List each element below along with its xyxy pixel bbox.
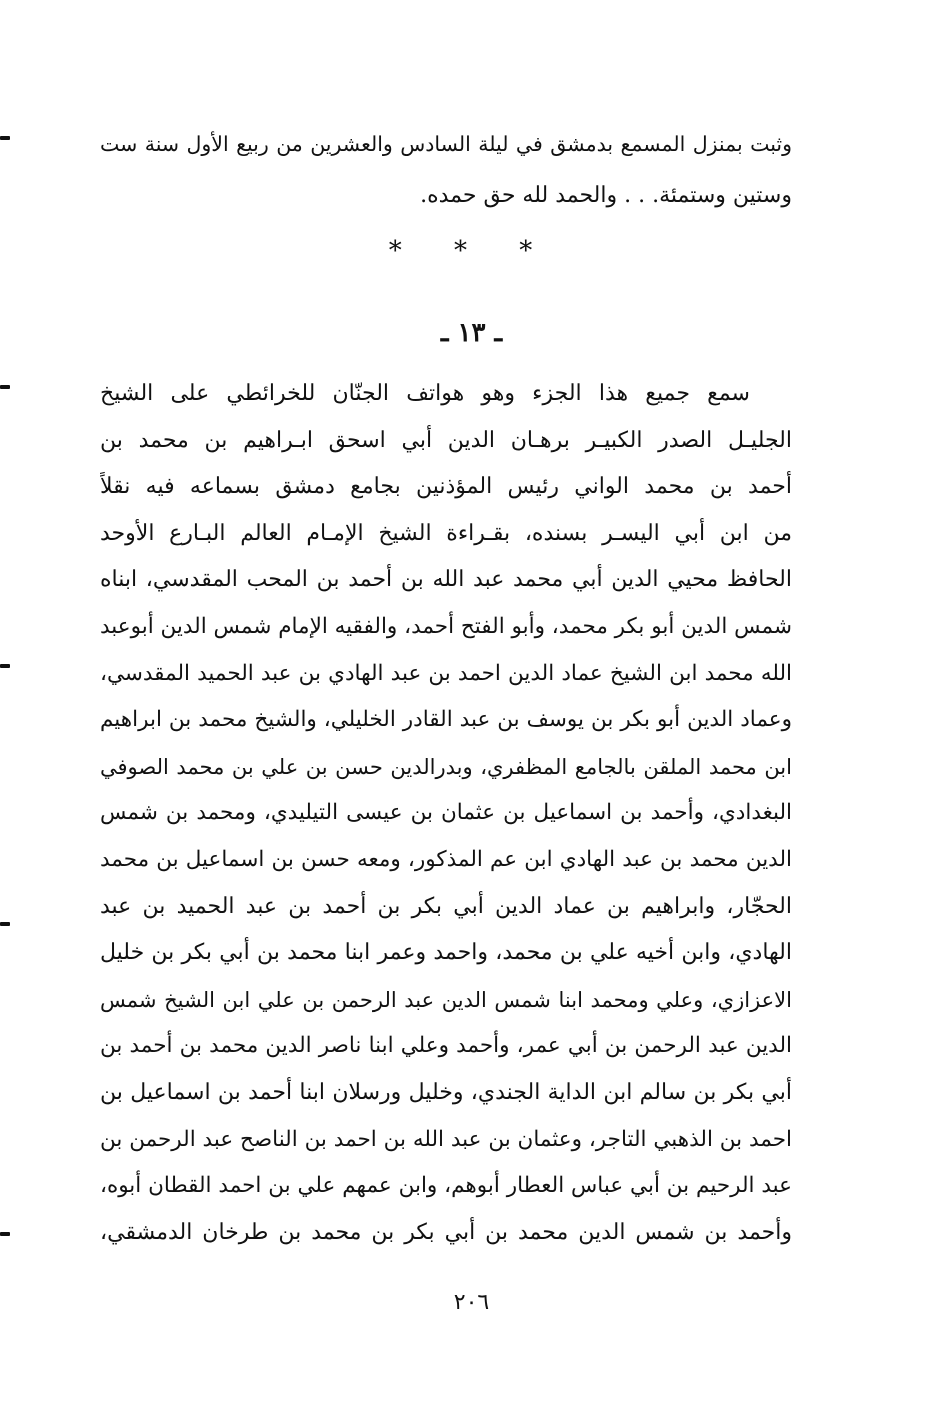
text-line: من ابن أبي اليسـر بسنده، بقـراءة الشيخ الإمـام العالم البـارع الأوحد [100,520,792,546]
text-line: الحجّار، وابراهيم بن عماد الدين أبي بكر بن أحمد بن عبد الحميد بن عبد [100,893,792,919]
text-line: الهادي، وابن أخيه علي بن محمد، واحمد وعمر ابنا محمد بن أبي بكر بن خليل [100,940,792,966]
section-separator: * * * [388,236,555,266]
main-paragraph [100,371,792,1256]
margin-mark [0,136,10,140]
text-line: وثبت بمنزل المسمع بدمشق في ليلة السادس والعشرين من ربيع الأول سنة ست [100,132,792,156]
text-line: الدين عبد الرحمن بن أبي عمر، وأحمد وعلي ابنا ناصر الدين محمد بن أحمد بن [100,1033,792,1059]
text-line: الدين محمد بن عبد الهادي ابن عم المذكور، ومعه حسن بن اسماعيل بن محمد [100,846,792,872]
margin-mark [0,664,10,668]
text-line: عبد الرحيم بن أبي عباس العطار أبوهم، وابن عمهم علي بن احمد القطان أبوه، [100,1173,792,1199]
text-line: وستين وستمئة. . . والحمد لله حق حمده. [420,183,792,208]
margin-mark [0,385,10,389]
text-line: الله محمد ابن الشيخ عماد الدين احمد بن عبد الهادي بن عبد الحميد المقدسي، [100,660,792,686]
text-line: الحافظ محيي الدين أبي محمد عبد الله بن أحمد بن المحب المقدسي، ابناه [100,567,792,593]
text-line: البغدادي، وأحمد بن اسماعيل بن عثمان بن عيسى التيليدي، ومحمد بن شمس [100,800,792,826]
text-line: وأحمد بن شمس الدين محمد بن أبي بكر بن محمد بن طرخان الدمشقي، [100,1219,792,1245]
margin-mark [0,1232,10,1236]
top-paragraph [100,118,792,222]
text-line: أبي بكر بن سالم ابن الداية الجندي، وخليل ورسلان ابنا أحمد بن اسماعيل بن [100,1079,792,1105]
text-line: احمد بن الذهبي التاجر، وعثمان بن عبد الله بن احمد بن الناصح عبد الرحمن بن [100,1126,792,1152]
page-number: ٢٠٦ [453,1290,490,1315]
section-number: ـ ١٣ ـ [440,318,503,348]
text-line: الاعزازي، وعلي ومحمد ابنا شمس الدين عبد الرحمن بن علي ابن الشيخ شمس [100,987,792,1012]
text-line: ابن محمد الملقن بالجامع المظفري، وبدرالدين حسن بن علي بن محمد الصوفي [100,754,792,779]
margin-mark [0,922,10,926]
text-line: سمع جميع هذا الجزء وهو هواتف الجنّان للخرائطي على الشيخ [100,381,750,406]
text-line: الجليـل الصدر الكبيـر برهـان الدين أبي اسحق ابـراهيم بن محمد بن [100,427,792,453]
text-line: شمس الدين أبو بكر محمد، وأبو الفتح أحمد، والفقيه الإمام شمس الدين أبوعبد [100,613,792,639]
text-line: وعماد الدين أبو بكر بن يوسف بن عبد القادر الخليلي، والشيخ محمد بن ابراهيم [100,707,792,733]
text-line: أحمد بن محمد الواني رئيس المؤذنين بجامع دمشق بسماعه فيه نقلاً [100,474,792,500]
